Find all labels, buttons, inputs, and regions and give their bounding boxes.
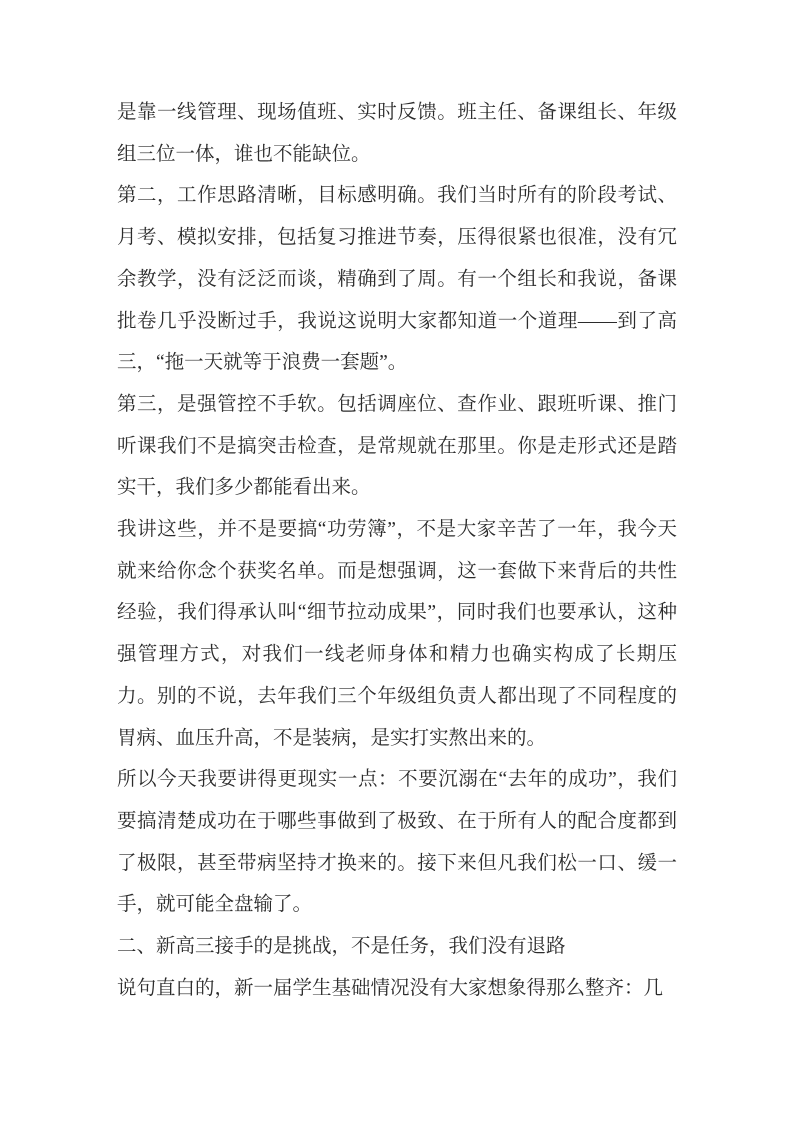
- paragraph-continuation-top: 是靠一线管理、现场值班、实时反馈。班主任、备课组长、年级组三位一体，谁也不能缺位。: [117, 102, 677, 165]
- paragraph-summary-experience: 我讲这些，并不是要搞“功劳簿”，不是大家辛苦了一年，我今天就来给你念个获奖名单。而是想强调，这一套做下来背后的共性经验，我们得承认叫“细节拉动成果”，同时我们也要承认，这种强管理方式，对我们一线老师身体和精力也确实构成了长期压力。别的不说，去年我们三个年级组负责人都出现了不同程度的胃病、血压升高，不是装病，是实打实熬出来的。: [117, 519, 677, 749]
- text-block: [117, 92, 677, 1009]
- paragraph-realistic-warning: 所以今天我要讲得更现实一点：不要沉溺在“去年的成功”，我们要搞清楚成功在于哪些事做到了极致、在于所有人的配合度都到了极限，甚至带病坚持才换来的。接下来但凡我们松一口、缓一手，就可能全盘输了。: [117, 769, 677, 916]
- section-heading: 二、新高三接手的是挑战，不是任务，我们没有退路: [117, 936, 566, 958]
- paragraph-new-cohort-intro: 说句直白的，新一届学生基础情况没有大家想象得那么整齐：几: [117, 977, 664, 999]
- paragraph-point-two: 第二，工作思路清晰，目标感明确。我们当时所有的阶段考试、月考、模拟安排，包括复习推进节奏，压得很紧也很准，没有冗余教学，没有泛泛而谈，精确到了周。有一个组长和我说，备课批卷几乎没断过手，我说这说明大家都知道一个道理——到了高三，“拖一天就等于浪费一套题”。: [117, 185, 677, 374]
- paragraph-point-three: 第三，是强管控不手软。包括调座位、查作业、跟班听课、推门听课我们不是搞突击检查，是常规就在那里。你是走形式还是踏实干，我们多少都能看出来。: [117, 393, 677, 499]
